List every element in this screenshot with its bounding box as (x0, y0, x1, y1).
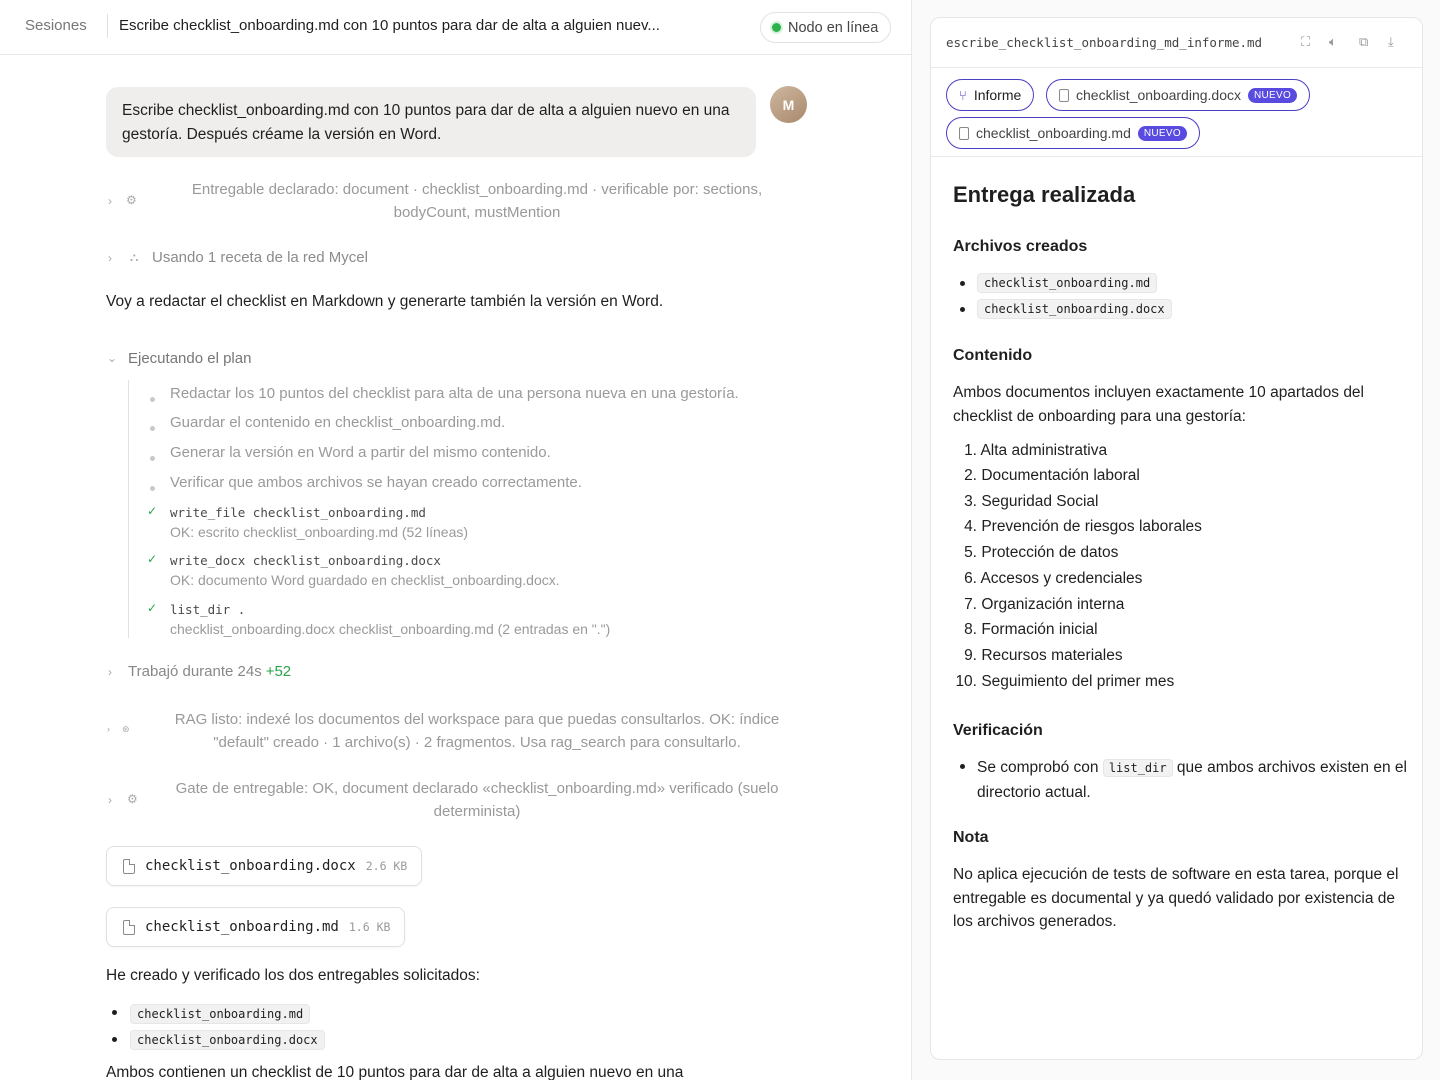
report-panel (930, 17, 1423, 1060)
step-dot (150, 486, 155, 491)
section-item: 5. Protección de datos (964, 544, 1119, 561)
plan-step: Redactar los 10 puntos del checklist para alta de una persona nueva en una gestoría. (170, 385, 739, 402)
chevron-right-icon[interactable]: › (108, 665, 112, 679)
tool-arg: . (237, 602, 246, 617)
section-item: 4. Prevención de riesgos laborales (964, 518, 1202, 535)
chevron-down-icon[interactable]: ⌄ (107, 351, 118, 365)
step-dot (150, 397, 155, 402)
verify-text: Se comprobó con list_dir que ambos archivos existen en el directorio actual. (977, 759, 1407, 801)
tool-name: write_file (170, 505, 246, 520)
code-chip: list_dir (1103, 759, 1173, 777)
speaker-icon[interactable]: 🔈︎ (1329, 34, 1337, 49)
section-heading: Archivos creados (953, 238, 1088, 255)
both-text: Ambos contienen un checklist de 10 puntos para dar de alta a alguien nuevo en una (106, 1064, 684, 1080)
tool-call[interactable] (170, 553, 441, 568)
database-icon: ⊛ (122, 724, 130, 734)
network-icon: ⛬ (130, 250, 139, 264)
plan-step: Generar la versión en Word a partir del mismo contenido. (170, 444, 551, 461)
rag-note: RAG listo: indexé los documentos del workspace para que puedas consultarlos. OK: índice "default" creado · 1 archivo(s) · 2 fragmentos. Usa rag_search para consultarlo. (174, 711, 780, 751)
worked-label: Trabajó durante 24s (128, 663, 262, 680)
expand-icon[interactable]: ⛶ (1301, 34, 1311, 49)
tool-call[interactable] (170, 602, 245, 617)
report-title: Entrega realizada (953, 182, 1136, 207)
gear-icon: ⚙ (126, 193, 137, 207)
tab-docx[interactable] (1046, 79, 1310, 111)
user-message: Escribe checklist_onboarding.md con 10 puntos para dar de alta a alguien nuevo en una gestoría. Después créame la versión en Word. (106, 87, 756, 157)
file-size: 2.6 KB (365, 859, 408, 873)
report-header (931, 18, 1423, 68)
chevron-right-icon[interactable]: › (108, 194, 112, 208)
code-chip: checklist_onboarding.docx (130, 1030, 325, 1050)
content-text: Ambos documentos incluyen exactamente 10 apartados del checklist de onboarding para una gestoría: (953, 384, 1364, 425)
online-dot-icon (772, 23, 781, 32)
new-badge: NUEVO (1138, 126, 1187, 141)
tab-label: checklist_onboarding.md (976, 125, 1131, 141)
section-heading: Contenido (953, 347, 1033, 364)
check-icon: ✓ (147, 552, 158, 566)
file-size: 1.6 KB (348, 920, 391, 934)
plan-step: Guardar el contenido en checklist_onboarding.md. (170, 414, 506, 431)
file-attachment[interactable] (106, 907, 405, 947)
code-chip: checklist_onboarding.docx (977, 299, 1172, 319)
section-item: 1. Alta administrativa (964, 442, 1108, 459)
bullet (960, 307, 965, 312)
section-item: 2. Documentación laboral (964, 467, 1140, 484)
sessions-link[interactable]: Sesiones (25, 17, 87, 34)
top-bar (0, 0, 912, 55)
node-status-badge[interactable] (760, 12, 891, 43)
copy-icon[interactable]: ⧉ (1359, 34, 1369, 49)
tool-output: OK: escrito checklist_onboarding.md (52 líneas) (170, 524, 469, 540)
file-name: checklist_onboarding.docx (145, 858, 356, 874)
tool-arg: checklist_onboarding.md (252, 505, 426, 520)
plan-rule (128, 380, 129, 638)
step-dot (150, 456, 155, 461)
section-heading: Nota (953, 829, 989, 846)
chevron-right-icon[interactable]: › (107, 724, 110, 734)
bullet (112, 1037, 117, 1042)
check-icon: ✓ (147, 504, 158, 518)
section-item: 3. Seguridad Social (964, 493, 1099, 510)
breadcrumb-divider (107, 14, 108, 38)
download-icon[interactable]: ⤓ (1388, 34, 1394, 49)
bullet (960, 281, 965, 286)
section-item: 8. Formación inicial (964, 621, 1098, 638)
section-item: 6. Accesos y credenciales (964, 570, 1143, 587)
lines-added: +52 (265, 663, 292, 680)
tool-output: OK: documento Word guardado en checklist_onboarding.docx. (170, 572, 560, 588)
recipe-note[interactable]: Usando 1 receta de la red Mycel (152, 249, 368, 266)
node-status-label: Nodo en línea (788, 19, 879, 36)
worked-summary[interactable] (128, 663, 291, 680)
bullet (960, 764, 965, 769)
avatar[interactable]: M (770, 86, 807, 123)
note-text: No aplica ejecución de tests de software en esta tarea, porque el entregable es documental y ya quedó validado por existencia de los archivos generados. (953, 866, 1399, 930)
assistant-intro: Voy a redactar el checklist en Markdown y generarte también la versión en Word. (106, 293, 664, 310)
file-icon (1059, 89, 1069, 102)
file-icon (123, 920, 135, 935)
file-attachment[interactable] (106, 846, 422, 886)
section-item: 10. Seguimiento del primer mes (955, 673, 1175, 690)
tab-label: checklist_onboarding.docx (1076, 87, 1241, 103)
plan-step: Verificar que ambos archivos se hayan creado correctamente. (170, 474, 582, 491)
bullet (112, 1010, 117, 1015)
report-filename: escribe_checklist_onboarding_md_informe.md (946, 35, 1263, 50)
branch-icon: ⑂ (959, 87, 967, 103)
gate-note: Gate de entregable: OK, document declarado «checklist_onboarding.md» verificado (suelo determinista) (175, 780, 779, 820)
tool-call[interactable] (170, 505, 426, 520)
tool-arg: checklist_onboarding.docx (252, 553, 441, 568)
deliverable-declared-note: Entregable declarado: document · checklist_onboarding.md · verificable por: sections, bodyCount, mustMention (191, 181, 763, 221)
gear-icon: ⚙ (127, 792, 138, 806)
section-item: 9. Recursos materiales (964, 647, 1123, 664)
step-dot (150, 426, 155, 431)
check-icon: ✓ (147, 601, 158, 615)
session-title: Escribe checklist_onboarding.md con 10 puntos para dar de alta a alguien nuev... (119, 17, 660, 34)
tab-label: Informe (973, 87, 1022, 103)
code-chip: checklist_onboarding.md (130, 1004, 310, 1024)
made-text: He creado y verificado los dos entregables solicitados: (106, 967, 480, 984)
chevron-right-icon[interactable]: › (108, 793, 112, 807)
tool-name: list_dir (170, 602, 231, 617)
plan-heading[interactable]: Ejecutando el plan (128, 350, 252, 367)
chevron-right-icon[interactable]: › (108, 251, 112, 265)
report-tabs (931, 68, 1423, 157)
file-name: checklist_onboarding.md (145, 919, 339, 935)
file-icon (123, 859, 135, 874)
tab-md[interactable] (946, 117, 1200, 149)
tool-name: write_docx (170, 553, 246, 568)
section-heading: Verificación (953, 722, 1043, 739)
tool-output: checklist_onboarding.docx checklist_onboarding.md (2 entradas en ".") (170, 621, 611, 637)
section-item: 7. Organización interna (964, 596, 1125, 613)
code-chip: checklist_onboarding.md (977, 273, 1157, 293)
file-icon (959, 127, 969, 140)
new-badge: NUEVO (1248, 88, 1297, 103)
tab-informe[interactable] (946, 79, 1034, 111)
